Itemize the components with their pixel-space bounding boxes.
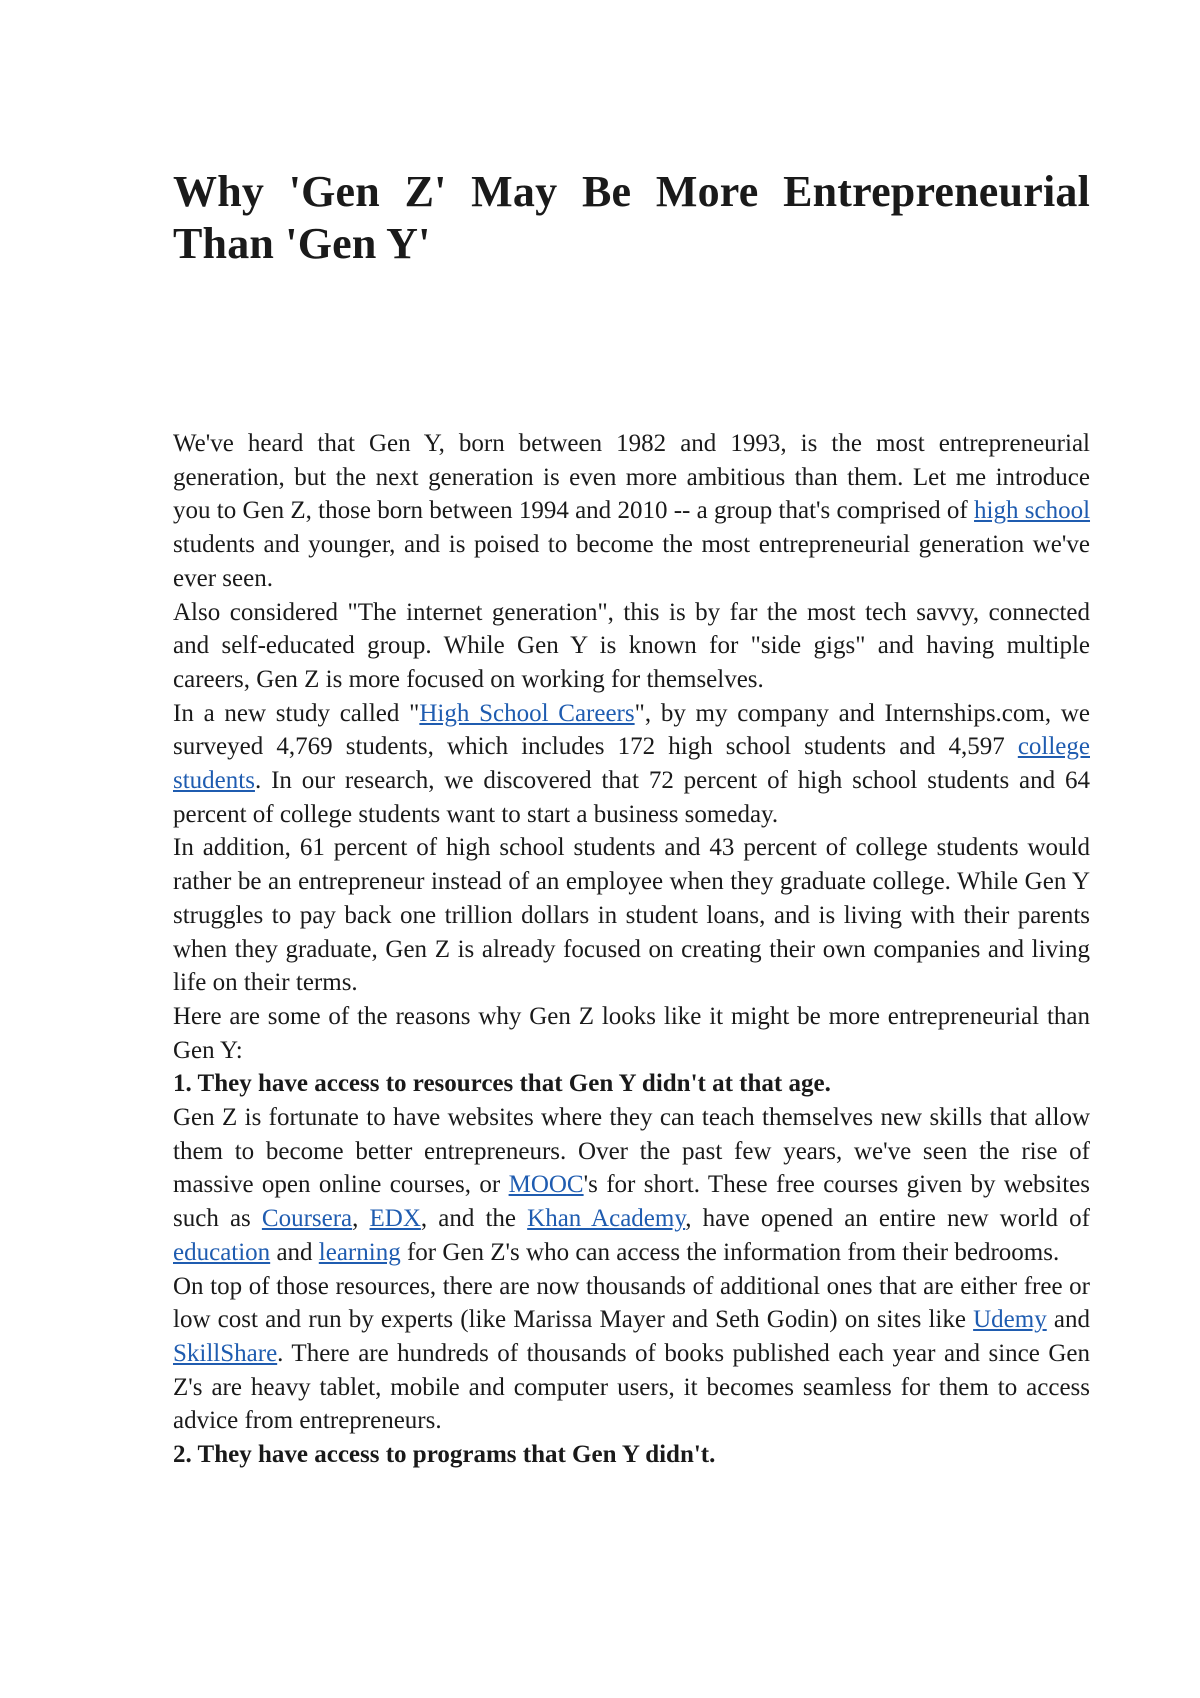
paragraph xyxy=(173,1270,1090,1439)
text-run: , xyxy=(352,1205,370,1233)
link-college-students[interactable]: college students xyxy=(173,733,1090,795)
text-run: , and the xyxy=(420,1205,528,1233)
link-edx[interactable]: EDX xyxy=(369,1205,421,1233)
paragraph xyxy=(173,697,1090,832)
text-run: students and younger, and is poised to become the most entrepreneurial generation we've ever seen. xyxy=(173,531,1090,592)
text-run: 's for short. These free courses given by websites such as xyxy=(173,1171,1090,1233)
text-run: and xyxy=(270,1238,319,1266)
text-run: . In our research, we discovered that 72 percent of high school students and 64 percent of college students want to start a business someday. xyxy=(173,767,1090,828)
paragraph xyxy=(173,831,1090,1000)
text-run: 1. They have access to resources that Gen Y didn't at that age. xyxy=(173,1070,831,1098)
article-title: Why 'Gen Z' May Be More Entrepreneurial Than 'Gen Y' xyxy=(173,167,1090,268)
text-run: . There are hundreds of thousands of books published each year and since Gen Z's are heavy tablet, mobile and computer users, it becomes seamless for them to access advice from entrepreneurs. xyxy=(173,1339,1090,1435)
text-run: In a new study called " xyxy=(173,699,420,727)
text-run: ", by my company and Internships.com, we surveyed 4,769 students, which includes 172 high school students and 4,597 xyxy=(173,699,1090,761)
link-high-school-careers[interactable]: High School Careers xyxy=(419,699,635,727)
paragraph xyxy=(173,1101,1090,1270)
text-run: , have opened an entire new world of xyxy=(685,1205,1090,1233)
link-udemy[interactable]: Udemy xyxy=(973,1306,1047,1334)
section-heading xyxy=(173,1438,1090,1472)
paragraph xyxy=(173,596,1090,697)
article-body xyxy=(173,427,1090,1472)
link-coursera[interactable]: Coursera xyxy=(261,1205,353,1233)
section-heading xyxy=(173,1067,1090,1101)
text-run: 2. They have access to programs that Gen Y didn't. xyxy=(173,1441,716,1469)
text-run: Here are some of the reasons why Gen Z looks like it might be more entrepreneurial than Gen Y: xyxy=(173,1002,1090,1064)
link-education[interactable]: education xyxy=(173,1238,271,1266)
article xyxy=(173,166,1090,1472)
text-run: Also considered "The internet generation", this is by far the most tech savvy, connected and self-educated group. While Gen Y is known for "side gigs" and having multiple careers, Gen Z is more focused on working for themselves. xyxy=(173,598,1090,693)
link-learning[interactable]: learning xyxy=(318,1238,401,1266)
text-run: Gen Z is fortunate to have websites where they can teach themselves new skills that allow them to become better entrepreneurs. Over the past few years, we've seen the rise of massive open online courses, or xyxy=(173,1104,1090,1199)
link-khan-academy[interactable]: Khan Academy xyxy=(527,1205,686,1233)
link-high-school[interactable]: high school xyxy=(974,497,1091,525)
text-run: for Gen Z's who can access the information from their bedrooms. xyxy=(400,1238,1060,1266)
text-run: We've heard that Gen Y, born between 1982 and 1993, is the most entrepreneurial generation, but the next generation is even more ambitious than them. Let me introduce you to Gen Z, those born between 1994 and 2010 -- a group that's comprised of xyxy=(173,430,1090,525)
text-run: In addition, 61 percent of high school students and 43 percent of college students would rather be an entrepreneur instead of an employee when they graduate college. While Gen Y struggles to pay back one trillion dollars in student loans, and is living with their parents when they graduate, Gen Z is already focused on creating their own companies and living life on their terms. xyxy=(173,834,1090,997)
link-mooc[interactable]: MOOC xyxy=(508,1171,584,1199)
paragraph xyxy=(173,427,1090,596)
text-run: and xyxy=(1046,1306,1090,1334)
text-run: On top of those resources, there are now thousands of additional ones that are either free or low cost and run by experts (like Marissa Mayer and Seth Godin) on sites like xyxy=(173,1272,1090,1334)
link-skillshare[interactable]: SkillShare xyxy=(173,1339,278,1367)
paragraph xyxy=(173,1000,1090,1067)
